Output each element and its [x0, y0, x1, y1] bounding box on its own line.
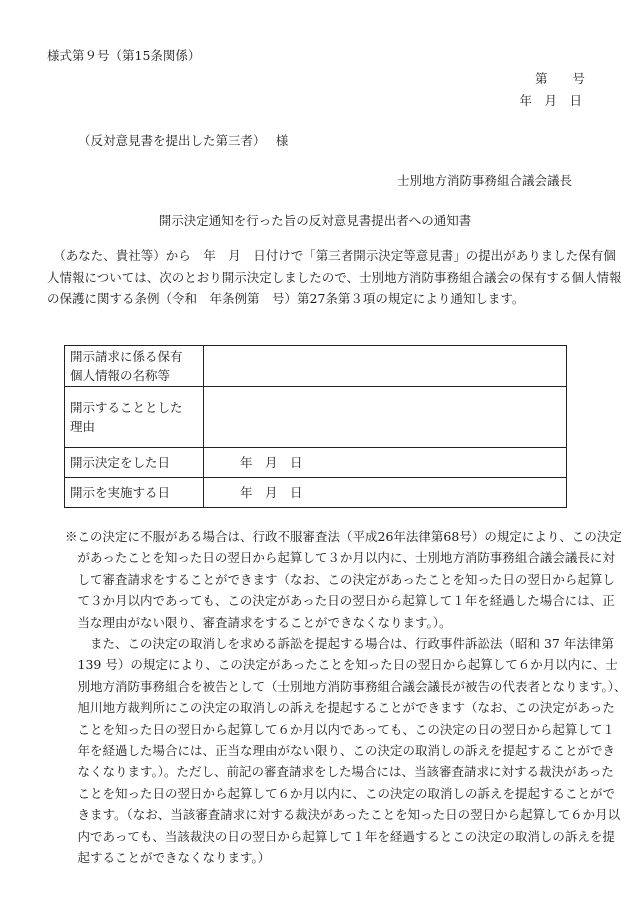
- document-date: 年 月 日: [519, 93, 582, 108]
- table-row: [65, 387, 567, 448]
- table-label-line: 理由: [70, 419, 96, 434]
- note-line: なくなります。）。ただし、前記の審査請求をした場合には、当該審査請求に対する裁決があった: [65, 764, 614, 780]
- note-line: 当な理由がない限り、審査請求をすることができなくなります。）。: [65, 614, 452, 630]
- note-line: て３か月以内であっても、この決定があった日の翌日から起算して１年を経過した場合には、正: [65, 593, 615, 609]
- note-line: 年を経過した場合には、正当な理由がない限り、この決定の取消しの訴えを提起することができ: [65, 743, 616, 759]
- note-line: きます。（なお、当該審査請求に対する裁決があったことを知った日の翌日から起算して６か月以: [65, 807, 621, 823]
- form-number: 様式第９号（第15条関係）: [47, 48, 201, 63]
- table-row: [65, 478, 567, 508]
- table-row: [65, 346, 567, 387]
- table-value-cell: 年 月 日: [204, 478, 567, 508]
- appeal-note: [65, 526, 622, 633]
- note-line: ことを知った日の翌日から起算して６か月以内に、この決定の取消しの訴えを提起することがで: [65, 785, 616, 801]
- lawsuit-note: [65, 633, 627, 868]
- note-line: ことを知った日の翌日から起算して６か月以内であっても、この決定の日の翌日から起算して１: [65, 721, 615, 737]
- table-label-cell: [65, 387, 204, 448]
- note-line: があったことを知った日の翌日から起算して３か月以内に、士別地方消防事務組合議会議長に対: [65, 550, 615, 566]
- table-label-line: 開示請求に係る保有: [70, 349, 183, 364]
- table-value-cell: 年 月 日: [204, 448, 567, 478]
- document-title: 開示決定通知を行った旨の反対意見書提出者への通知書: [158, 213, 472, 228]
- document-number: 第 号: [534, 71, 585, 86]
- intro-line: （あなた、貴社等）から 年 月 日付けで「第三者開示決定等意見書」の提出がありました保有個: [47, 248, 616, 263]
- table-value-cell: [204, 387, 567, 448]
- note-line: 旭川地方裁判所にこの決定の取消しの訴えを提起することができます（なお、この決定があった: [65, 700, 615, 716]
- addressee: （反対意見書を提出した第三者） 様: [78, 133, 289, 148]
- note-line: 内であっても、当該裁決の日の翌日から起算して１年を経過するとこの決定の取消しの訴えを提: [65, 828, 615, 844]
- note-line: して審査請求をすることができます（なお、この決定があったことを知った日の翌日から起算し: [65, 571, 615, 587]
- table-label-cell: [65, 346, 204, 387]
- intro-line: の保護に関する条例（令和 年条例第 号）第27条第３項の規定により通知します。: [47, 291, 525, 307]
- table-label-line: 個人情報の名称等: [70, 368, 171, 383]
- intro-paragraph: [47, 245, 622, 310]
- table-label-line: 開示することとした: [70, 400, 183, 415]
- table-value-cell: [204, 346, 567, 387]
- table-label-cell: 開示決定をした日: [65, 448, 204, 478]
- note-line: また、この決定の取消しを求める訴訟を提起する場合は、行政事件訴訟法（昭和 37 年法律第: [65, 636, 614, 651]
- note-line: 起することができなくなります。）: [65, 850, 271, 866]
- table-row: [65, 448, 567, 478]
- table-label-cell: 開示を実施する日: [65, 478, 204, 508]
- note-line: ※この決定に不服がある場合は、行政不服審査法（平成26年法律第68号）の規定により、この決定: [65, 529, 622, 544]
- note-line: 139 号）の規定により、この決定があったことを知った日の翌日から起算して６か月以内に、士: [65, 657, 618, 673]
- disclosure-info-table: [64, 345, 567, 508]
- intro-line: 人情報については、次のとおり開示決定しましたので、士別地方消防事務組合議会の保有する個人情報: [47, 269, 622, 285]
- note-line: 別地方消防事務組合を被告として（士別地方消防事務組合議会議長が被告の代表者となります。）、: [65, 678, 627, 694]
- sender: 士別地方消防事務組合議会議長: [396, 173, 572, 188]
